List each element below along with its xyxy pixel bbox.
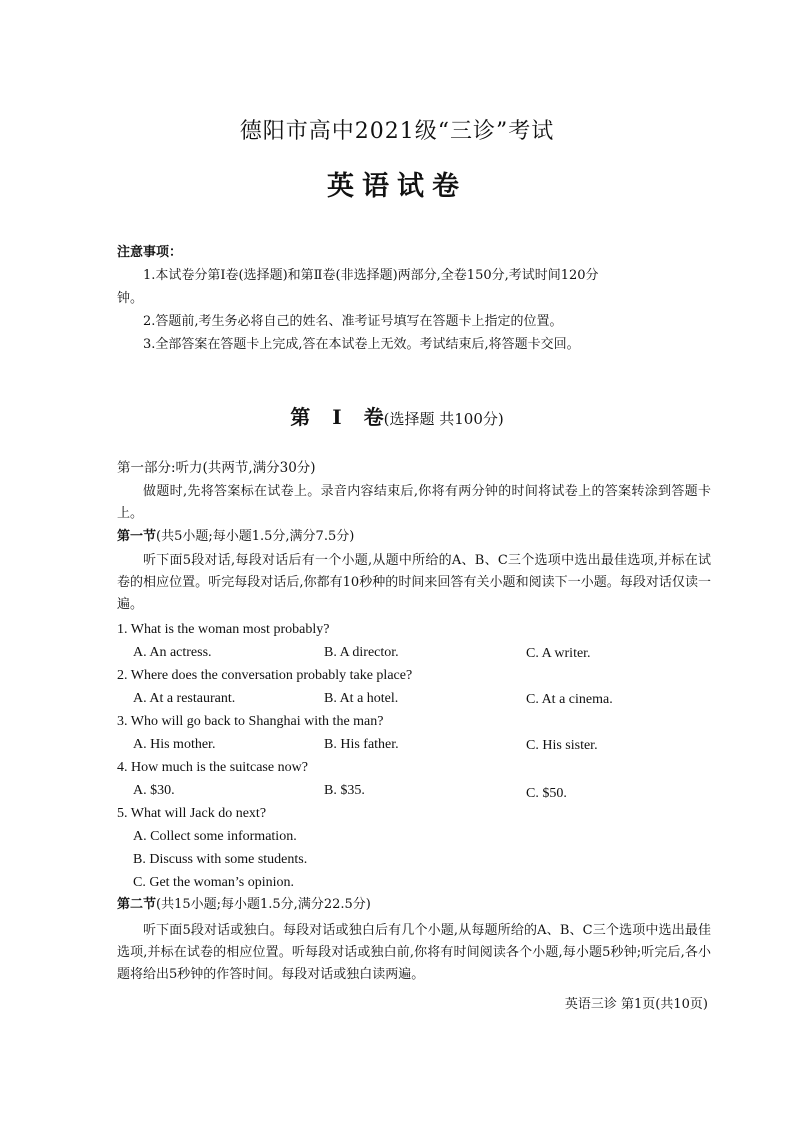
part1-title: 第一部分:听力(共两节,满分30分) xyxy=(117,460,316,476)
volume-label-num: Ⅰ xyxy=(332,405,342,429)
question-1-stem: 1. What is the woman most probably? xyxy=(117,622,330,637)
question-2-option-a: A. At a restaurant. xyxy=(133,691,236,706)
page-footer: 英语三诊 第1页(共10页) xyxy=(564,997,708,1012)
section2-instructions: 听下面5段对话或独白。每段对话或独白后有几个小题,从每题所给的A、B、C三个选项中选出最佳选项,并标在试卷的相应位置。听每段对话或独白前,你将有时间阅读各个小题,每小题5秒钟;听完后,各小题将给出5秒钟的作答时间。每段对话或独白读两遍。 xyxy=(117,923,711,982)
question-4-option-a: A. $30. xyxy=(133,783,175,798)
question-5-stem: 5. What will Jack do next? xyxy=(117,806,267,821)
notice-item-1-cont: 钟。 xyxy=(117,291,144,306)
section2-head-rest: (共15小题;每小题1.5分,满分22.5分) xyxy=(156,897,371,912)
question-3-option-a: A. His mother. xyxy=(133,737,216,752)
question-3-option-b: B. His father. xyxy=(324,737,399,752)
question-5-option-a: A. Collect some information. xyxy=(133,829,297,844)
exam-title: 德阳市高中2021级“三诊”考试 xyxy=(239,119,555,144)
question-2-stem: 2. Where does the conversation probably take place? xyxy=(117,668,413,683)
notice-item-2: 2.答题前,考生务必将自己的姓名、准考证号填写在答题卡上指定的位置。 xyxy=(143,314,563,329)
section1-instructions: 听下面5段对话,每段对话后有一个小题,从题中所给的A、B、C三个选项中选出最佳选项,并标在试卷的相应位置。听完每段对话后,你都有10秒种的时间来回答有关小题和阅读下一小题。每段对话仅读一遍。 xyxy=(117,553,711,612)
question-5-option-c: C. Get the woman’s opinion. xyxy=(133,875,294,890)
question-2-option-b: B. At a hotel. xyxy=(324,691,399,706)
question-5-option-b: B. Discuss with some students. xyxy=(133,852,308,867)
volume-desc: (选择题 共100分) xyxy=(383,410,504,428)
volume-label-prefix: 第 xyxy=(290,405,311,429)
question-4-option-c: C. $50. xyxy=(526,786,567,801)
question-3-stem: 3. Who will go back to Shanghai with the man? xyxy=(117,714,384,729)
question-4-stem: 4. How much is the suitcase now? xyxy=(117,760,308,775)
part1-instructions: 做题时,先将答案标在试卷上。录音内容结束后,你将有两分钟的时间将试卷上的答案转涂到答题卡上。 xyxy=(117,484,711,521)
question-1-option-b: B. A director. xyxy=(324,645,399,660)
exam-subtitle: 英语试卷 xyxy=(327,171,467,202)
section1-heading xyxy=(117,529,354,545)
section1-head-bold: 第一节 xyxy=(117,529,157,544)
volume-heading xyxy=(0,405,794,430)
question-3-option-c: C. His sister. xyxy=(526,738,598,753)
section2-heading xyxy=(117,897,371,913)
question-4-option-b: B. $35. xyxy=(324,783,365,798)
notice-item-1: 1.本试卷分第Ⅰ卷(选择题)和第Ⅱ卷(非选择题)两部分,全卷150分,考试时间120分 xyxy=(143,268,599,283)
section1-head-rest: (共5小题;每小题1.5分,满分7.5分) xyxy=(156,529,355,544)
notice-heading: 注意事项： xyxy=(117,245,183,260)
question-1-option-a: A. An actress. xyxy=(133,645,212,660)
section2-head-bold: 第二节 xyxy=(117,897,157,912)
volume-label-suffix: 卷 xyxy=(363,405,384,429)
question-1-option-c: C. A writer. xyxy=(526,646,591,661)
notice-item-3: 3.全部答案在答题卡上完成,答在本试卷上无效。考试结束后,将答题卡交回。 xyxy=(143,337,580,352)
question-2-option-c: C. At a cinema. xyxy=(526,692,613,707)
